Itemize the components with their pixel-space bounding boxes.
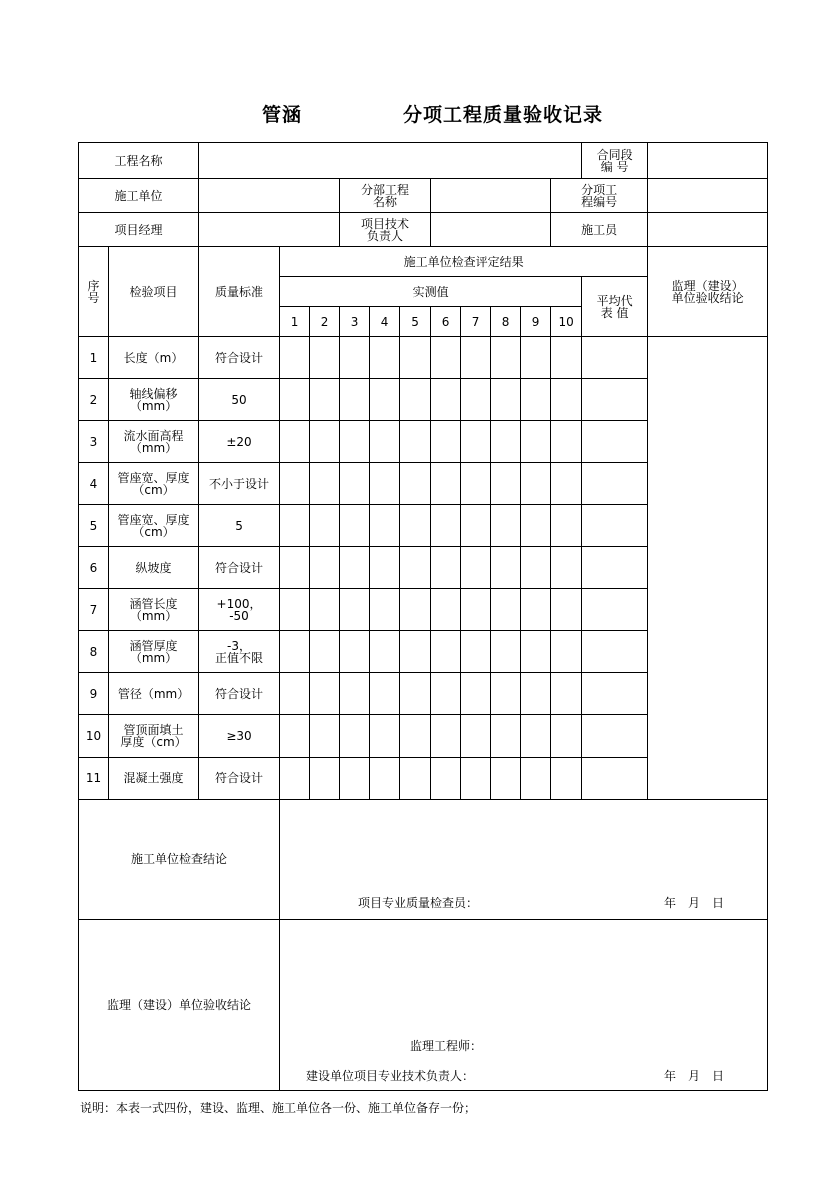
engineer-label: 监理工程师： [410, 1039, 483, 1053]
average-cell[interactable] [582, 463, 648, 505]
row-number: 4 [79, 463, 109, 505]
col-number: 10 [551, 307, 582, 337]
measured-cell[interactable] [340, 715, 370, 757]
measured-cell[interactable] [551, 631, 582, 673]
row-number: 1 [79, 337, 109, 379]
average-cell[interactable] [582, 673, 648, 715]
measured-cell[interactable] [370, 463, 400, 505]
title-left: 管涵 [262, 104, 303, 126]
row-item-line: 涵管厚度 [129, 638, 178, 653]
construction-conclusion-label: 施工单位检查结论 [79, 799, 280, 919]
measured-cell[interactable] [461, 631, 491, 673]
measured-cell[interactable] [521, 505, 551, 547]
row-item-line: （mm） [129, 398, 178, 413]
row-number: 2 [79, 379, 109, 421]
measured-cell[interactable] [400, 463, 431, 505]
col-number: 9 [521, 307, 551, 337]
measured-cell[interactable] [370, 505, 400, 547]
row-item-line: 管座宽、厚度 [117, 470, 190, 485]
col-seq-line: 号 [87, 290, 100, 305]
average-cell[interactable] [582, 715, 648, 757]
row-standard [199, 547, 280, 589]
measured-cell[interactable] [461, 673, 491, 715]
measured-cell[interactable] [370, 715, 400, 757]
supervisor-result-cell[interactable] [648, 337, 768, 799]
row-item [109, 505, 199, 547]
measured-cell[interactable] [340, 505, 370, 547]
measured-cell[interactable] [280, 505, 310, 547]
row-standard [199, 421, 280, 463]
measured-cell[interactable] [521, 631, 551, 673]
col-supervisor [648, 247, 768, 337]
measured-cell[interactable] [340, 673, 370, 715]
measured-cell[interactable] [551, 673, 582, 715]
label-constructor: 施工员 [551, 213, 648, 247]
measured-cell[interactable] [491, 631, 521, 673]
row-item [109, 631, 199, 673]
row-standard-line: ±20 [226, 434, 252, 449]
col-item: 检验项目 [109, 247, 199, 337]
measured-cell[interactable] [491, 757, 521, 799]
measured-cell[interactable] [310, 463, 340, 505]
measured-cell[interactable] [400, 757, 431, 799]
value-contract-no[interactable] [648, 143, 768, 179]
construction-conclusion-area[interactable] [280, 799, 768, 919]
measured-cell[interactable] [400, 379, 431, 421]
row-standard [199, 589, 280, 631]
measured-cell[interactable] [521, 673, 551, 715]
row-item-line: 纵坡度 [135, 560, 172, 575]
row-item-line: （cm） [132, 482, 175, 497]
value-division[interactable] [431, 179, 551, 213]
measured-cell[interactable] [400, 337, 431, 379]
value-construction-unit[interactable] [199, 179, 340, 213]
measured-cell[interactable] [491, 505, 521, 547]
measured-cell[interactable] [521, 547, 551, 589]
measured-cell[interactable] [521, 757, 551, 799]
label-line: 程编号 [581, 194, 618, 209]
row-standard [199, 505, 280, 547]
measured-cell[interactable] [461, 379, 491, 421]
measured-cell[interactable] [431, 337, 461, 379]
measured-cell[interactable] [521, 421, 551, 463]
row-standard-line: 50 [231, 392, 247, 407]
label-division [340, 179, 431, 213]
measured-cell[interactable] [280, 673, 310, 715]
col-seq-line: 序 [87, 278, 100, 293]
measured-cell[interactable] [521, 463, 551, 505]
measured-cell[interactable] [431, 715, 461, 757]
row-standard [199, 463, 280, 505]
row-item [109, 589, 199, 631]
row-item-line: 涵管长度 [129, 596, 178, 611]
measured-cell[interactable] [400, 547, 431, 589]
title-right: 分项工程质量验收记录 [403, 104, 604, 126]
row-item-line: （mm） [129, 650, 178, 665]
row-item [109, 379, 199, 421]
row-standard-line: -50 [229, 608, 249, 623]
average-cell[interactable] [582, 547, 648, 589]
label-line: 编 号 [600, 159, 629, 174]
label-subitem-no [551, 179, 648, 213]
measured-cell[interactable] [551, 505, 582, 547]
col-supervisor-line: 单位验收结论 [671, 290, 744, 305]
inspector-label: 项目专业质量检查员： [358, 895, 479, 910]
row-item [109, 421, 199, 463]
measured-cell[interactable] [491, 421, 521, 463]
col-number: 7 [461, 307, 491, 337]
measured-cell[interactable] [280, 337, 310, 379]
measured-cell[interactable] [431, 463, 461, 505]
measured-cell[interactable] [280, 589, 310, 631]
measured-cell[interactable] [491, 589, 521, 631]
measured-cell[interactable] [521, 337, 551, 379]
measured-cell[interactable] [551, 757, 582, 799]
average-cell[interactable] [582, 631, 648, 673]
row-item [109, 673, 199, 715]
measured-cell[interactable] [431, 421, 461, 463]
measured-cell[interactable] [551, 337, 582, 379]
measured-cell[interactable] [491, 463, 521, 505]
col-check-result: 施工单位检查评定结果 [280, 247, 648, 277]
row-item [109, 757, 199, 799]
col-number: 6 [431, 307, 461, 337]
measured-cell[interactable] [340, 757, 370, 799]
measured-cell[interactable] [461, 757, 491, 799]
average-cell[interactable] [582, 379, 648, 421]
measured-cell[interactable] [400, 715, 431, 757]
measured-cell[interactable] [310, 715, 340, 757]
value-project-name[interactable] [199, 143, 582, 179]
measured-cell[interactable] [310, 757, 340, 799]
measured-cell[interactable] [340, 589, 370, 631]
row-standard-line: 不小于设计 [209, 476, 270, 491]
row-number: 7 [79, 589, 109, 631]
average-cell[interactable] [582, 505, 648, 547]
label-tech-lead [340, 213, 431, 247]
row-number: 5 [79, 505, 109, 547]
row-number: 3 [79, 421, 109, 463]
label-project-manager: 项目经理 [79, 213, 199, 247]
value-project-manager[interactable] [199, 213, 340, 247]
measured-cell[interactable] [280, 379, 310, 421]
row-item-line: 管座宽、厚度 [117, 512, 190, 527]
row-standard-line: 正值不限 [215, 650, 264, 665]
measured-cell[interactable] [521, 589, 551, 631]
average-cell[interactable] [582, 421, 648, 463]
measured-cell[interactable] [431, 505, 461, 547]
measured-cell[interactable] [461, 463, 491, 505]
row-item [109, 547, 199, 589]
col-supervisor-line: 监理（建设） [671, 278, 744, 293]
measured-cell[interactable] [400, 631, 431, 673]
row-standard-line: -3， [227, 638, 251, 653]
row-number: 8 [79, 631, 109, 673]
supervisor-conclusion-area[interactable] [280, 919, 768, 1090]
measured-cell[interactable] [461, 715, 491, 757]
measured-cell[interactable] [431, 631, 461, 673]
row-standard-line: 符合设计 [215, 771, 264, 786]
row-item-line: 流水面高程 [123, 428, 184, 443]
measured-cell[interactable] [370, 757, 400, 799]
row-standard-line: 符合设计 [215, 350, 264, 365]
col-number: 8 [491, 307, 521, 337]
measured-cell[interactable] [280, 757, 310, 799]
label-construction-unit: 施工单位 [79, 179, 199, 213]
label-line: 负责人 [367, 228, 404, 243]
footnote: 说明：本表一式四份，建设、监理、施工单位各一份、施工单位备存一份； [80, 1101, 477, 1115]
row-item-line: （mm） [129, 440, 178, 455]
measured-cell[interactable] [431, 673, 461, 715]
average-cell[interactable] [582, 589, 648, 631]
measured-cell[interactable] [370, 589, 400, 631]
average-cell[interactable] [582, 757, 648, 799]
row-item [109, 337, 199, 379]
measured-cell[interactable] [310, 589, 340, 631]
measured-cell[interactable] [491, 547, 521, 589]
row-standard [199, 631, 280, 673]
row-item-line: 厚度（cm） [120, 735, 187, 749]
row-standard [199, 379, 280, 421]
measured-cell[interactable] [491, 337, 521, 379]
label-line: 分部工程 [361, 182, 410, 197]
row-item-line: 长度（m） [123, 350, 184, 365]
measured-cell[interactable] [431, 589, 461, 631]
measured-cell[interactable] [461, 547, 491, 589]
measured-cell[interactable] [431, 757, 461, 799]
row-standard-line: +100， [216, 596, 262, 611]
measured-cell[interactable] [461, 337, 491, 379]
row-item-line: 管顶面填土 [123, 723, 184, 737]
measured-cell[interactable] [461, 421, 491, 463]
row-standard-line: ≥30 [226, 729, 252, 743]
col-seq [79, 247, 109, 337]
row-item-line: 混凝土强度 [123, 771, 184, 786]
row-standard [199, 757, 280, 799]
measured-cell[interactable] [310, 379, 340, 421]
col-standard: 质量标准 [199, 247, 280, 337]
measured-cell[interactable] [310, 505, 340, 547]
measured-cell[interactable] [551, 463, 582, 505]
measured-cell[interactable] [280, 631, 310, 673]
measured-cell[interactable] [521, 715, 551, 757]
measured-cell[interactable] [370, 337, 400, 379]
measured-cell[interactable] [280, 421, 310, 463]
measured-cell[interactable] [521, 379, 551, 421]
measured-cell[interactable] [340, 421, 370, 463]
document-title [0, 100, 838, 130]
measured-cell[interactable] [400, 505, 431, 547]
label-line: 名称 [373, 194, 398, 209]
inspection-table [78, 142, 768, 1091]
col-number: 1 [280, 307, 310, 337]
measured-cell[interactable] [400, 673, 431, 715]
row-number: 10 [79, 715, 109, 757]
row-standard-line: 符合设计 [215, 686, 264, 701]
col-number: 5 [400, 307, 431, 337]
row-item-line: （mm） [129, 608, 178, 623]
row-standard [199, 715, 280, 757]
measured-cell[interactable] [370, 673, 400, 715]
measured-cell[interactable] [551, 715, 582, 757]
owner-tech-label: 建设单位项目专业技术负责人： [306, 1069, 475, 1083]
measured-cell[interactable] [280, 463, 310, 505]
value-constructor[interactable] [648, 213, 768, 247]
measured-cell[interactable] [461, 589, 491, 631]
measured-cell[interactable] [491, 673, 521, 715]
row-standard-line: 符合设计 [215, 560, 264, 575]
measured-cell[interactable] [370, 379, 400, 421]
col-avg-line: 平均代 [596, 293, 633, 308]
col-number: 4 [370, 307, 400, 337]
measured-cell[interactable] [491, 715, 521, 757]
measured-cell[interactable] [310, 547, 340, 589]
col-measured: 实测值 [280, 277, 582, 307]
construction-date: 年 月 日 [664, 895, 725, 910]
col-number: 2 [310, 307, 340, 337]
col-number: 3 [340, 307, 370, 337]
col-avg [582, 277, 648, 337]
measured-cell[interactable] [280, 547, 310, 589]
measured-cell[interactable] [310, 631, 340, 673]
value-subitem-no[interactable] [648, 179, 768, 213]
row-standard [199, 673, 280, 715]
measured-cell[interactable] [370, 421, 400, 463]
row-item-line: （cm） [132, 524, 175, 539]
label-line: 分项工 [581, 182, 618, 197]
label-line: 项目技术 [361, 216, 410, 231]
supervisor-conclusion-label: 监理（建设）单位验收结论 [79, 919, 280, 1090]
row-item [109, 715, 199, 757]
measured-cell[interactable] [310, 421, 340, 463]
measured-cell[interactable] [551, 379, 582, 421]
measured-cell[interactable] [310, 673, 340, 715]
row-item-line: 轴线偏移 [129, 386, 178, 401]
average-cell[interactable] [582, 337, 648, 379]
measured-cell[interactable] [431, 379, 461, 421]
measured-cell[interactable] [340, 547, 370, 589]
measured-cell[interactable] [400, 421, 431, 463]
label-project-name: 工程名称 [79, 143, 199, 179]
measured-cell[interactable] [370, 631, 400, 673]
measured-cell[interactable] [491, 379, 521, 421]
measured-cell[interactable] [370, 547, 400, 589]
row-standard-line: 5 [235, 518, 243, 533]
supervisor-date: 年 月 日 [664, 1069, 725, 1083]
measured-cell[interactable] [431, 547, 461, 589]
value-tech-lead[interactable] [431, 213, 551, 247]
measured-cell[interactable] [461, 505, 491, 547]
table-row [79, 337, 768, 379]
measured-cell[interactable] [400, 589, 431, 631]
label-contract-no [582, 143, 648, 179]
col-avg-line: 表 值 [600, 305, 629, 320]
measured-cell[interactable] [280, 715, 310, 757]
measured-cell[interactable] [340, 379, 370, 421]
row-number: 11 [79, 757, 109, 799]
row-item [109, 463, 199, 505]
measured-cell[interactable] [551, 421, 582, 463]
row-number: 9 [79, 673, 109, 715]
measured-cell[interactable] [310, 337, 340, 379]
row-item-line: 管径（mm） [117, 686, 190, 701]
measured-cell[interactable] [551, 547, 582, 589]
measured-cell[interactable] [551, 589, 582, 631]
measured-cell[interactable] [340, 337, 370, 379]
measured-cell[interactable] [340, 631, 370, 673]
label-line: 合同段 [596, 147, 633, 162]
row-number: 6 [79, 547, 109, 589]
measured-cell[interactable] [340, 463, 370, 505]
row-standard [199, 337, 280, 379]
